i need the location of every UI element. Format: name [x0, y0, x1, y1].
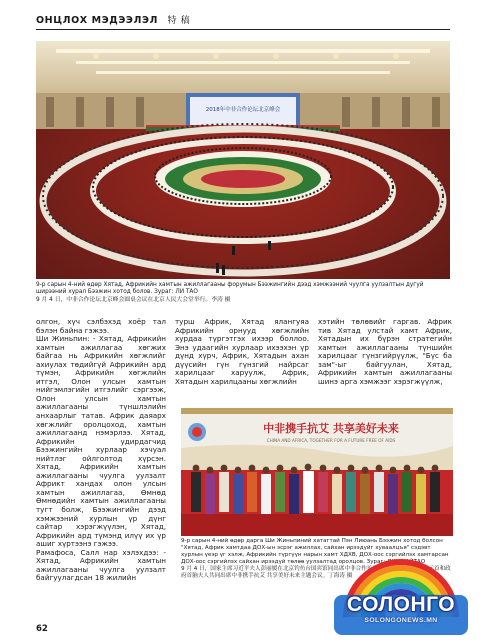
- article-column-2: турш Африк, Хятад ялангуяа Африкийн орнууд хөгжлийн хурдаа түргэтгэх ихээр боллоо. Энэ удаагийн хурлаар ихээхэн үр дүнд хүрч, Африк, Хятадын ахан дүүсийн гүн гүнзгий найрсаг харилцааг харуулж, Африк, Хятадын харилцааны хөгжлийн: [175, 318, 309, 386]
- section-header: [36, 13, 190, 26]
- article-column-1: олгон, хүч сэлбэхэд хоёр тал бэлэн байна гэжээ. Ши Жиньпин: - Хятад, Африкийн хамтын ажиллагаа хөгжих байгаа нь Африкийн хөгжлийг ахиулах төдийгүй Африкийн ард түмэн, Африкийн хөгжлийн итгэл, Олон улсын хамтын нийгэмлэгийн итгэлийг сэргээж, Олон улсын хамтын ажиллагааны түншлэлийн анхаарлыг татав. Африк даяарх хөгжлийг оролцоход, хамтын ажиллагаанд нэмэрлээ. Хятад, Африкийн удирдагчид Бээжингийн хурлаар хэчуал нийтлэг ойлголтод хүрсэн. Хятад, Африкийн хамтын ажиллагааны чуулга уулзалт Африкт хандах олон улсын хамтын ажиллагаа, Өмнөд Өмнөдийн хамтын ажиллагааны тугт болж, Бээжингийн дээд хэмжээний хурлын үр дүнг сайтар хэрэгжүүлэн, Хятад, Африкийн ард түмэнд илүү их үр ашиг хүртээнэ гэжээ. Рамафоса, Салл нар хэлэхдээ: - Хятад, Африкийн хамтын ажиллагааны чуулга уулзалт байгуулагдсан 18 жилийн: [36, 318, 166, 583]
- event-banner-en: CHINA AND AFRICA, TOGETHER FOR A FUTURE FREE OF AIDS: [266, 438, 396, 443]
- section-title: ОНЦЛОХ МЭДЭЭЛЭЛ: [36, 15, 159, 26]
- caption-1-chinese: 9 月 4 日，中非合作论坛北京峰会圆桌会议在北京人民大会堂举行。李涛 摄: [36, 296, 231, 303]
- photo-round-table-meeting: [36, 41, 450, 279]
- rainbow-logo-icon: [332, 545, 470, 639]
- photo-group-event: [181, 408, 453, 536]
- photo-caption-1: [36, 282, 452, 304]
- caption-2-mongolian: 9-р сарын 4-ний өдөр дарга Ши Жиньпиний хатагтай Пэн Лиюань Бээжин хотод болсон "Хятад, Африк хамтдаа ДОХ-ын эсрэг ажиллах, сайхан ирээдүйг хуваалцъя" сэдэвт хурлын үеэр үг хэлж, Африкийн түргүүн нарын хамт ХДХВ, ДОХ-оос сэргийлэх хамтарсан ДОХ-оос сэргийлэх сайхан ирээдүй төлөө уулзалтад оролцов. Зураг: ДИН ХАЙТАО: [181, 538, 449, 566]
- page-number: 62: [36, 624, 48, 634]
- stage-banner-text: 2018年中非合作论坛北京峰会: [205, 107, 281, 113]
- article-column-3: хэтийн төлөвийг гаргав. Африк тив Хятад улстай хамт Африк, Хятадын их бүрэн стратегийн хамтын ажиллагааны түншийн харилцааг гүнзгийрүүлж, "Бүс ба зам"-ыг байгуулан, Хятад, Африкийн хамтын ажиллагааны шинэ арга хэмжээг хэрэгжүүлж,: [318, 318, 452, 386]
- caption-1-mongolian: 9-р сарын 4-ний өдөр Хятад, Африкийн хамтын ажиллагааны форумын Бээжингийн дээд хэмжээний чуулга уулзалтын дугуй ширээний хурал Бээжин хотод болов. Зураг: ЛИ ТАО: [36, 282, 424, 296]
- header-rule: [36, 29, 450, 30]
- caption-2-chinese: 9 月 4 日，国家主席习近平夫人彭丽媛在北京钓鱼台国宾馆同出席中非合作论坛北京峰会的非洲国家元首和政府首脑夫人共同出席中非携手抗艾 共享美好未来主题会议。丁海涛 摄: [181, 566, 451, 580]
- logo-url: SOLONGONEWS.MN: [364, 617, 438, 624]
- section-subtitle: 特 稿: [167, 16, 191, 26]
- logo-wordmark: СОЛОНГО: [346, 593, 456, 616]
- event-banner-zh: 中非携手抗艾 共享美好未来: [263, 422, 399, 435]
